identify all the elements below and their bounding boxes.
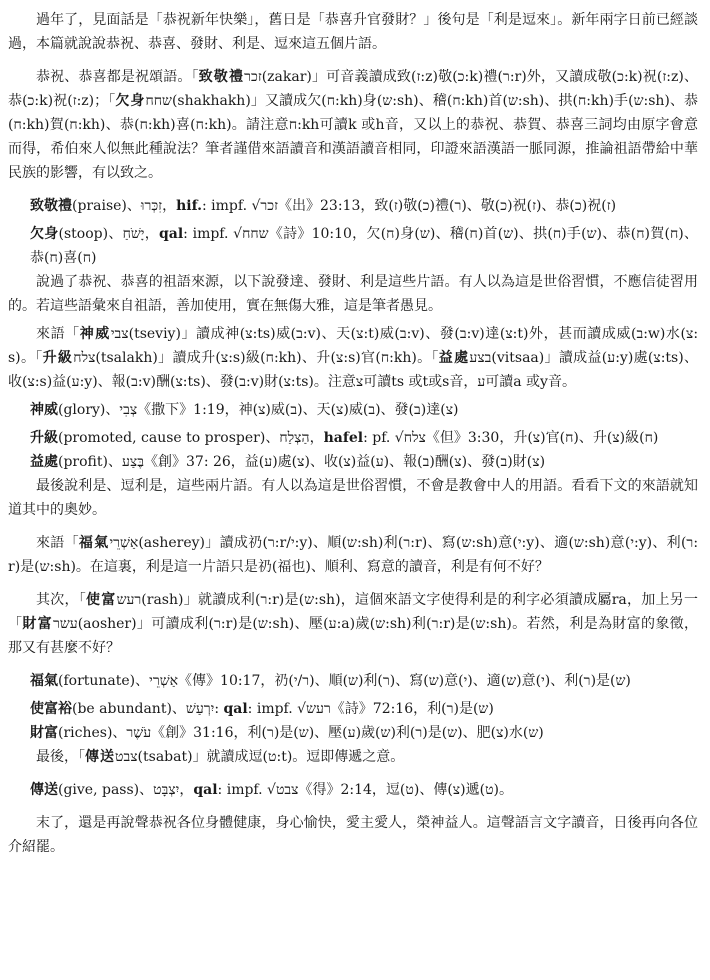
text-run: (praise)、זִכְּרוּ， bbox=[72, 198, 177, 214]
text-run: (promoted, cause to prosper)、הַצְלַח， bbox=[58, 430, 324, 446]
text-run: (profit)、בֶּצַע《創》37: 26，益(ע)處(צ)、收(צ)益(ע)、報(ב)酬(צ)、發(ב)財(צ) bbox=[58, 454, 546, 470]
text-run: זכר(zakar)」可音義讀成致(ז:z)敬(כ:k)禮(ר:r)外，又讀成敬(כ:k)祝(ז:z)、恭(כ:k)祝(ז:z)；「 bbox=[8, 69, 698, 109]
paragraph-spacer bbox=[8, 802, 698, 811]
text-run: 來語「 bbox=[36, 535, 79, 551]
text-run: (give, pass)、יִצְבָּט， bbox=[58, 782, 194, 798]
body-paragraph bbox=[8, 811, 698, 859]
text-run: רעש(rash)」就讀成利(ר:r)是(ש:sh)，這個來語文字使得利是的利字必須讀成屬ra，加上另一「 bbox=[8, 592, 699, 632]
term-label: 傳送 bbox=[85, 749, 115, 765]
body-paragraph bbox=[8, 65, 698, 185]
paragraph-spacer bbox=[8, 660, 698, 669]
text-run: (glory)、צְבִי《撒下》1:19，神(צ)威(ב)、天(צ)威(ב)、發(ב)達(צ) bbox=[58, 402, 459, 418]
body-paragraph bbox=[8, 588, 698, 660]
body-paragraph bbox=[8, 745, 698, 769]
text-run: : impf. √שחח《詩》10:10，欠(ח)身(ש)、稽(ח)首(ש)、拱(ח)手(ש)、恭(ח)賀(ח)、恭(ח)喜(ח) bbox=[30, 226, 698, 266]
paragraph-spacer bbox=[8, 769, 698, 778]
text-run: (fortunate)、אַשְׁרֵי《傳》10:17，礽(ר/י)、順(ש)利(ר)、寫(ש)意(י)、適(ש)意(י)、利(ר)是(ש) bbox=[58, 673, 631, 689]
paragraph-spacer bbox=[8, 56, 698, 65]
entry-headword: 益處 bbox=[30, 454, 58, 470]
term-label: 財富 bbox=[22, 616, 53, 632]
text-run: 最後，「 bbox=[36, 749, 85, 765]
body-paragraph bbox=[8, 322, 698, 394]
term-label: 升級 bbox=[42, 350, 74, 366]
entry-headword: qal bbox=[223, 701, 248, 717]
term-label: 益處 bbox=[438, 350, 470, 366]
text-run: 過年了，見面話是「恭祝新年快樂」，舊日是「恭喜升官發財？」後句是「利是逗來」。新年兩字日前已經談過，本篇就說說恭祝、恭喜、發財、利是、逗來這五個片語。 bbox=[8, 12, 698, 52]
lexicon-entry bbox=[8, 194, 698, 218]
text-run: (riches)、עֹשֶׁר《創》31:16，利(ר)是(ש)、壓(ע)歲(ש)利(ר)是(ש)、肥(צ)水(ש) bbox=[58, 725, 544, 741]
text-run: שחח(shakhakh)」又讀成欠(ח:kh)身(ש:sh)、稽(ח:kh)首(ש:sh)、拱(ח:kh)手(ש:sh)、恭(ח:kh)賀(ח:kh)、恭(ח:kh)喜(ח:kh)。請注意ח:kh可讀k 或h音，又以上的恭祝、恭賀、恭喜三詞均由原字會意而得，希伯來人似無此種說法？筆者謹借來語讀音和漢語讀音相同，印證來語漢語一脈同源，推論祖語帶給中華民族的影響，有以致之。 bbox=[8, 93, 699, 181]
lexicon-entry bbox=[8, 222, 698, 270]
text-run: 末了，還是再說聲恭祝各位身體健康，身心愉快，愛主愛人，榮神益人。這聲語言文字讀音，日後再向各位介紹罷。 bbox=[8, 815, 698, 855]
text-run: : pf. √צלח《但》3:30，升(צ)官(ח)、升(צ)級(ח) bbox=[363, 430, 659, 446]
body-paragraph bbox=[8, 8, 698, 56]
entry-headword: 使富裕 bbox=[30, 701, 72, 717]
paragraph-spacer bbox=[8, 522, 698, 531]
lexicon-entry bbox=[8, 398, 698, 422]
term-label: 神威 bbox=[79, 326, 111, 342]
paragraph-spacer bbox=[8, 185, 698, 194]
entry-headword: 福氣 bbox=[30, 673, 58, 689]
text-run: צבט(tsabat)」就讀成逗(ט:t)。逗即傳遞之意。 bbox=[115, 749, 405, 765]
paragraph-spacer bbox=[8, 579, 698, 588]
entry-headword: 欠身 bbox=[30, 226, 59, 242]
entry-headword: qal bbox=[193, 782, 218, 798]
text-run: : impf. √צבט《得》2:14，逗(ט)、傳(צ)遞(ט)。 bbox=[217, 782, 514, 798]
text-run: : impf. √זכר《出》23:13，致(ז)敬(כ)禮(ר)、敬(כ)祝(ז)、恭(כ)祝(ז) bbox=[202, 198, 617, 214]
text-run: 來語「 bbox=[36, 326, 80, 342]
text-run: 恭祝、恭喜都是祝頌語。「 bbox=[36, 69, 199, 85]
entry-headword: 財富 bbox=[30, 725, 58, 741]
text-run: צבי(tseviy)」讀成神(צ:ts)威(ב:v)、天(צ:t)威(ב:v)、發(ב:v)達(צ:t)外，甚而讀成威(ב:w)水(צ:s)。「 bbox=[8, 326, 699, 366]
entry-headword: hif. bbox=[176, 198, 202, 214]
term-label: 欠身 bbox=[115, 93, 146, 109]
entry-headword: 傳送 bbox=[30, 782, 58, 798]
entry-headword: 神威 bbox=[30, 402, 58, 418]
term-label: 致敬禮 bbox=[198, 69, 245, 85]
text-run: (be abundant)、יִרְעַשׁ: bbox=[72, 701, 224, 717]
lexicon-entry bbox=[8, 697, 698, 721]
lexicon-entry bbox=[8, 426, 698, 450]
body-paragraph bbox=[8, 270, 698, 318]
entry-headword: 致敬禮 bbox=[30, 198, 72, 214]
term-label: 使富 bbox=[86, 592, 117, 608]
text-run: 其次，「 bbox=[36, 592, 87, 608]
text-run: אַשְׁרֵי(asherey)」讀成礽(ר:r/י:y)、順(ש:sh)利(ר:r)、寫(ש:sh)意(י:y)、適(ש:sh)意(י:y)、利(ר:r)是(ש:sh)。在這裏，利是這一片語只是礽(福也)、順利、寫意的讀音，利是有何不好？ bbox=[8, 535, 699, 575]
text-run: (stoop)、יָשֹׁחַ， bbox=[58, 226, 159, 242]
body-paragraph bbox=[8, 531, 698, 579]
text-run: צלח(tsalakh)」讀成升(צ:s)級(ח:kh)、升(צ:s)官(ח:kh)。「 bbox=[73, 350, 439, 366]
entry-headword: hafel bbox=[323, 430, 364, 446]
text-run: : impf. √רעש《詩》72:16，利(ר)是(ש) bbox=[247, 701, 494, 717]
text-run: 最後說利是、逗利是，這些兩片語。有人以為這是世俗習慣，不會是教會中人的用語。看看下文的來語就知道其中的奧妙。 bbox=[8, 478, 698, 518]
lexicon-entry bbox=[8, 669, 698, 693]
entry-headword: 升級 bbox=[30, 430, 58, 446]
text-run: עשר(aosher)」可讀成利(ר:r)是(ש:sh)、壓(ע:a)歲(ש:sh)利(ר:r)是(ש:sh)。若然，利是為財富的象徵，那又有甚麼不好？ bbox=[8, 616, 699, 656]
entry-headword: qal bbox=[158, 226, 184, 242]
text-run: בצע(vitsaa)」讀成益(ע:y)處(צ:ts)、收(צ:s)益(ע:y)、報(ב:v)酬(צ:ts)、發(ב:v)財(צ:ts)。注意צ可讀ts 或t或s音，ע可讀a 或y音。 bbox=[8, 350, 699, 390]
lexicon-entry bbox=[8, 721, 698, 745]
lexicon-entry bbox=[8, 778, 698, 802]
lexicon-entry bbox=[8, 450, 698, 474]
body-paragraph bbox=[8, 474, 698, 522]
text-run: 說過了恭祝、恭喜的祖語來源，以下說發達、發財、利是這些片語。有人以為這是世俗習慣，不應信徒習用的。若這些語彙來自祖語，善加使用，實在無傷大雅，這是筆者愚見。 bbox=[8, 274, 698, 314]
term-label: 福氣 bbox=[78, 535, 110, 551]
